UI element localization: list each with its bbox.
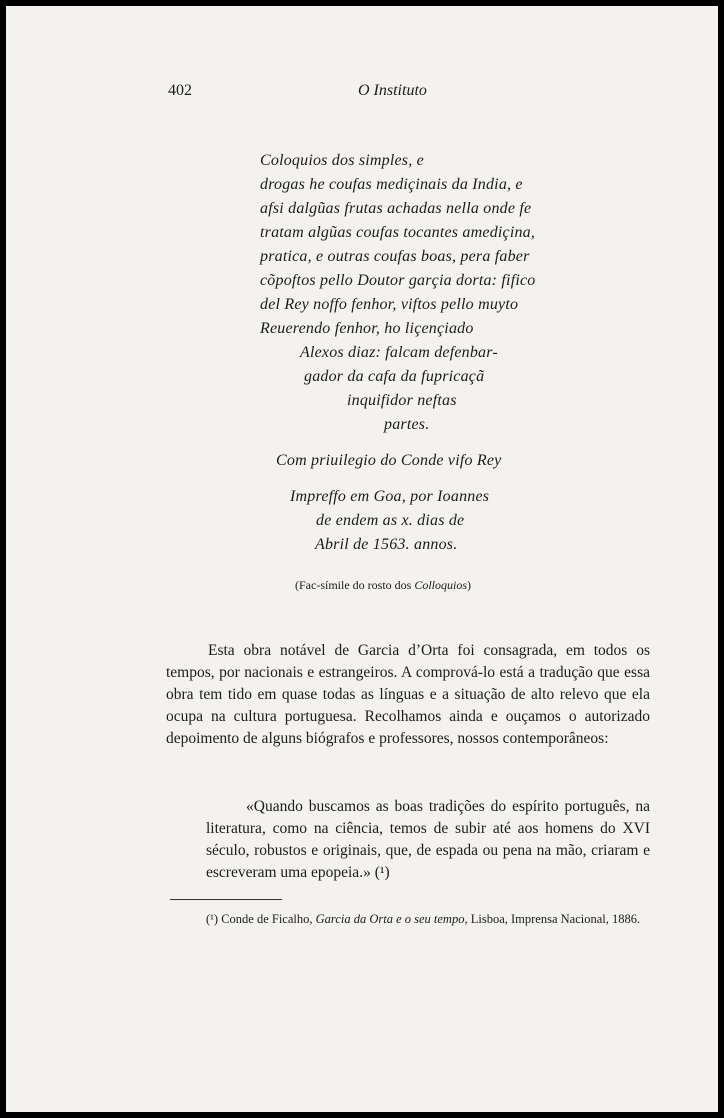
title-line: pratica, e outras coufas boas, pera faber [260,248,530,265]
caption-suffix: ) [467,578,472,592]
block-quote [206,796,650,884]
page-number: 402 [168,82,192,99]
title-line: Reuerendo fenhor, ho liçençiado [260,320,474,337]
footnote-book-title: Garcia da Orta e o seu tempo [315,912,465,926]
facsimile-caption [295,578,471,593]
quote-text [206,796,650,884]
title-line: drogas he coufas mediçinais da India, e [260,176,523,193]
title-line: partes. [384,416,430,433]
title-line: tratam algũas coufas tocantes amediçina, [260,224,536,241]
book-page [6,6,718,1112]
caption-prefix: (Fac-símile do rosto dos [295,578,415,592]
running-title: O Instituto [358,82,427,99]
quote-part-2: século, robustos e originais, que, de espada ou pena na mão, criaram e escreveram uma epopeia.» (¹) [206,842,650,881]
title-line: Coloquios dos simples, e [260,152,424,169]
imprint-line: Impreffo em Goa, por Ioannes [290,488,490,505]
footnote [168,910,652,928]
body-paragraph [166,640,650,750]
title-line: afsi dalgũas frutas achadas nella onde fe [260,200,532,217]
title-line: Alexos diaz: falcam defenbar- [300,344,498,361]
footnote-divider [170,899,282,900]
footnote-author: Conde de Ficalho, [218,912,316,926]
quote-century: XVI [622,820,650,837]
footnote-publisher: , Lisboa, Imprensa Nacional, 1886. [464,912,641,926]
title-line: gador da cafa da fupricaçã [304,368,485,385]
title-line: cõpoftos pello Doutor garçia dorta: fifico [260,272,536,289]
footnote-text [168,910,652,928]
privilege-line: Com priuilegio do Conde vifo Rey [276,452,502,469]
imprint-line: Abril de 1563. annos. [315,536,458,553]
quote-part-1: «Quando buscamos as boas tradições do espírito português, na literatura, como na ciência, temos de subir até aos homens do [206,798,650,837]
title-line: del Rey noffo fenhor, viftos pello muyto [260,296,519,313]
footnote-marker: (¹) [206,912,219,926]
title-line: inquifidor neftas [347,392,457,409]
imprint-line: de endem as x. dias de [316,512,465,529]
paragraph-text: Esta obra notável de Garcia d’Orta foi consagrada, em todos os tempos, por nacionais e estrangeiros. A comprová-lo está a tradução que essa obra tem tido em quase todas as línguas e a situação de alto relevo que ela ocupa na cultura portuguesa. Recolhamos ainda e ouçamos o autorizado depoimento de alguns biógrafos e professores, nossos contemporâneos: [166,642,650,747]
caption-title: Colloquios [414,578,468,592]
